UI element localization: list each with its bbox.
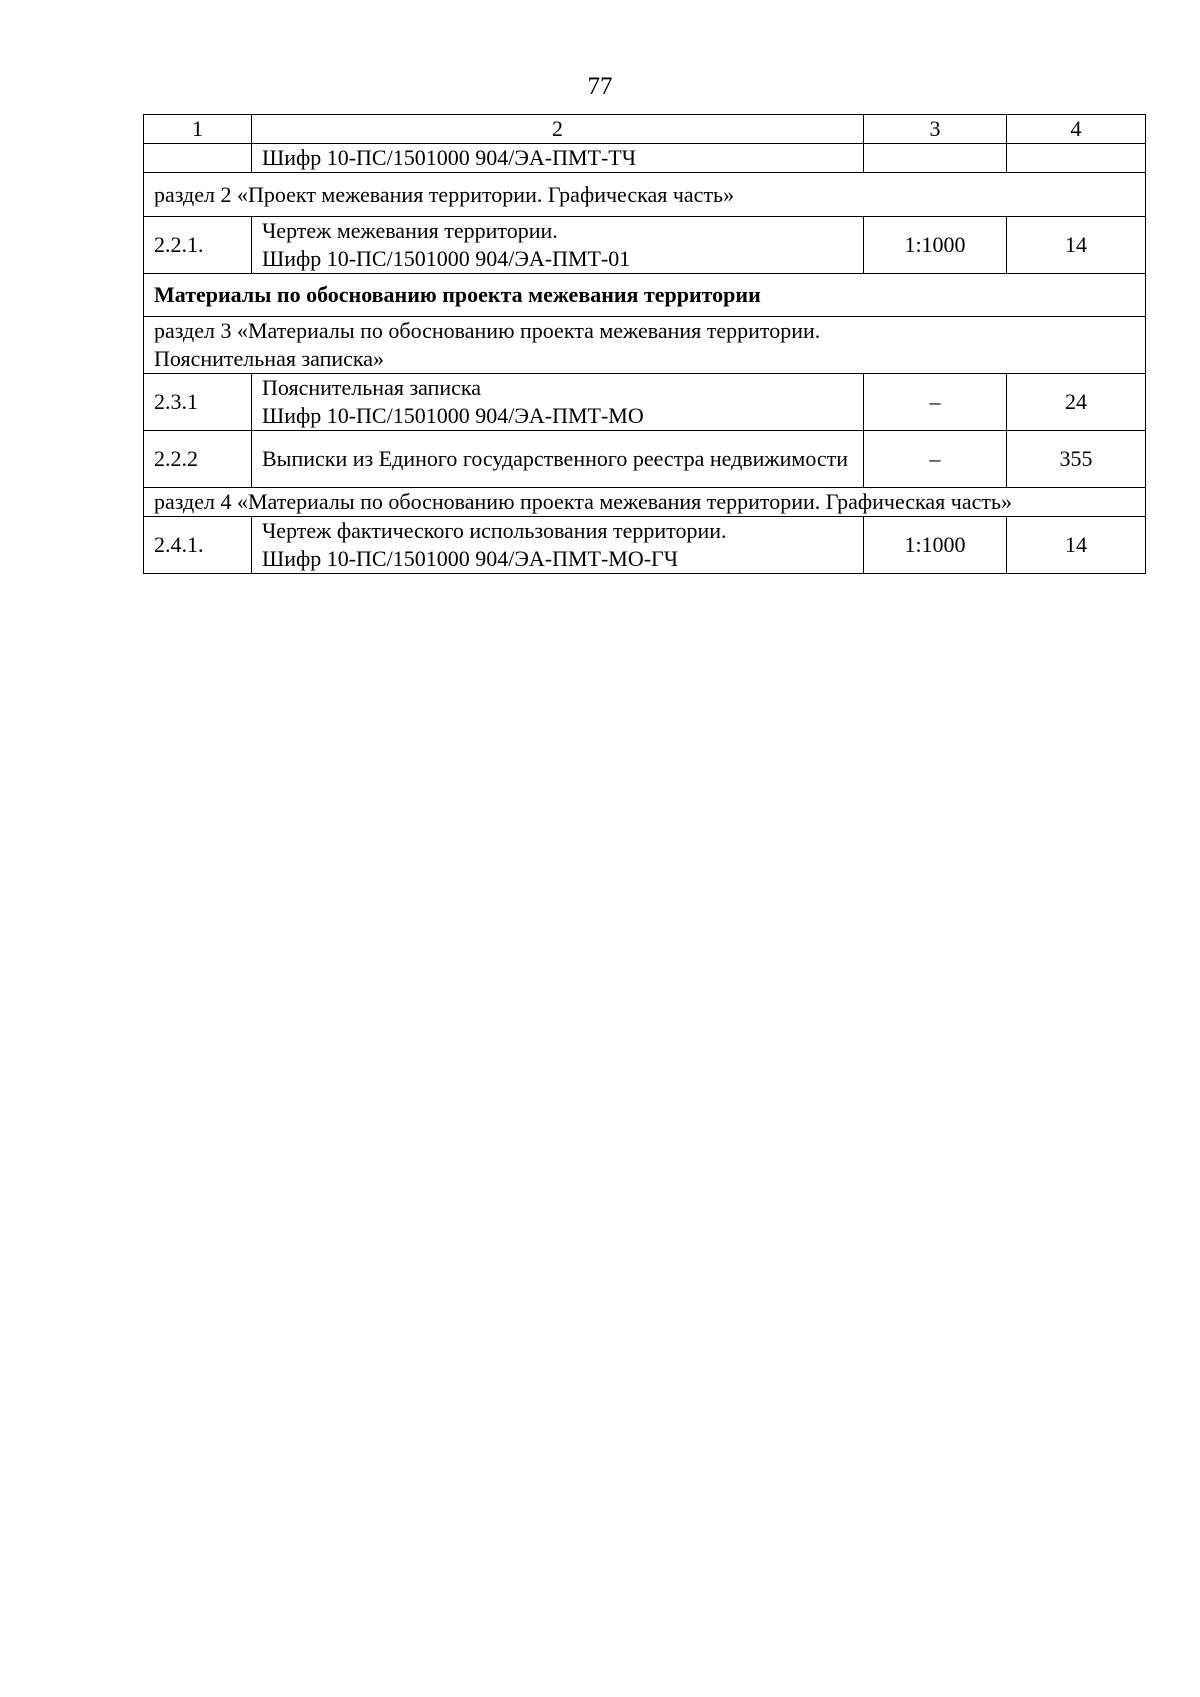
row-description <box>252 431 864 488</box>
row-sheets: 24 <box>1007 374 1146 431</box>
description-line: Шифр 10-ПС/1501000 904/ЭА-ПМТ-01 <box>262 246 631 271</box>
description-line: Шифр 10-ПС/1501000 904/ЭА-ПМТ-ТЧ <box>262 145 637 170</box>
table-row <box>144 144 1146 173</box>
table-row <box>144 517 1146 574</box>
section-title <box>144 488 1146 517</box>
description-line: Выписки из Единого государственного реестра недвижимости <box>262 446 849 471</box>
row-description <box>252 374 864 431</box>
row-scale: 1:1000 <box>864 217 1007 274</box>
row-number: 2.4.1. <box>144 517 252 574</box>
section-title <box>144 317 1146 374</box>
description-line: Шифр 10-ПС/1501000 904/ЭА-ПМТ-МО-ГЧ <box>262 546 679 571</box>
header-cell-2: 2 <box>252 115 864 144</box>
table-row <box>144 374 1146 431</box>
row-number: 2.2.2 <box>144 431 252 488</box>
header-cell-1: 1 <box>144 115 252 144</box>
table-row <box>144 431 1146 488</box>
row-description <box>252 517 864 574</box>
row-number: 2.3.1 <box>144 374 252 431</box>
header-cell-3: 3 <box>864 115 1007 144</box>
section-row <box>144 488 1146 517</box>
row-scale <box>864 144 1007 173</box>
page-number: 77 <box>587 73 613 100</box>
description-line: Пояснительная записка <box>262 375 482 400</box>
heading-line: Материалы по обоснованию проекта межевания территории <box>154 282 761 307</box>
section-line: Пояснительная записка» <box>154 346 385 371</box>
description-line: Шифр 10-ПС/1501000 904/ЭА-ПМТ-МО <box>262 403 644 428</box>
table-header-row <box>144 115 1146 144</box>
section-line: раздел 2 «Проект межевания территории. Графическая часть» <box>154 181 735 207</box>
table-row <box>144 217 1146 274</box>
row-description <box>252 217 864 274</box>
section-row <box>144 317 1146 374</box>
row-sheets: 14 <box>1007 517 1146 574</box>
row-sheets: 355 <box>1007 431 1146 488</box>
row-sheets: 14 <box>1007 217 1146 274</box>
row-scale: – <box>864 374 1007 431</box>
row-sheets <box>1007 144 1146 173</box>
section-line: раздел 3 «Материалы по обоснованию проекта межевания территории. <box>154 318 821 343</box>
section-line: раздел 4 «Материалы по обоснованию проекта межевания территории. Графическая часть» <box>154 489 1013 514</box>
row-number <box>144 144 252 173</box>
row-scale: – <box>864 431 1007 488</box>
section-title <box>144 173 1146 217</box>
materials-heading <box>144 274 1146 317</box>
description-line: Чертеж межевания территории. <box>262 218 558 243</box>
row-number: 2.2.1. <box>144 217 252 274</box>
document-table <box>143 114 1146 574</box>
heading-row <box>144 274 1146 317</box>
row-scale: 1:1000 <box>864 517 1007 574</box>
description-line: Чертеж фактического использования территории. <box>262 518 727 543</box>
row-description <box>252 144 864 173</box>
header-cell-4: 4 <box>1007 115 1146 144</box>
section-row <box>144 173 1146 217</box>
